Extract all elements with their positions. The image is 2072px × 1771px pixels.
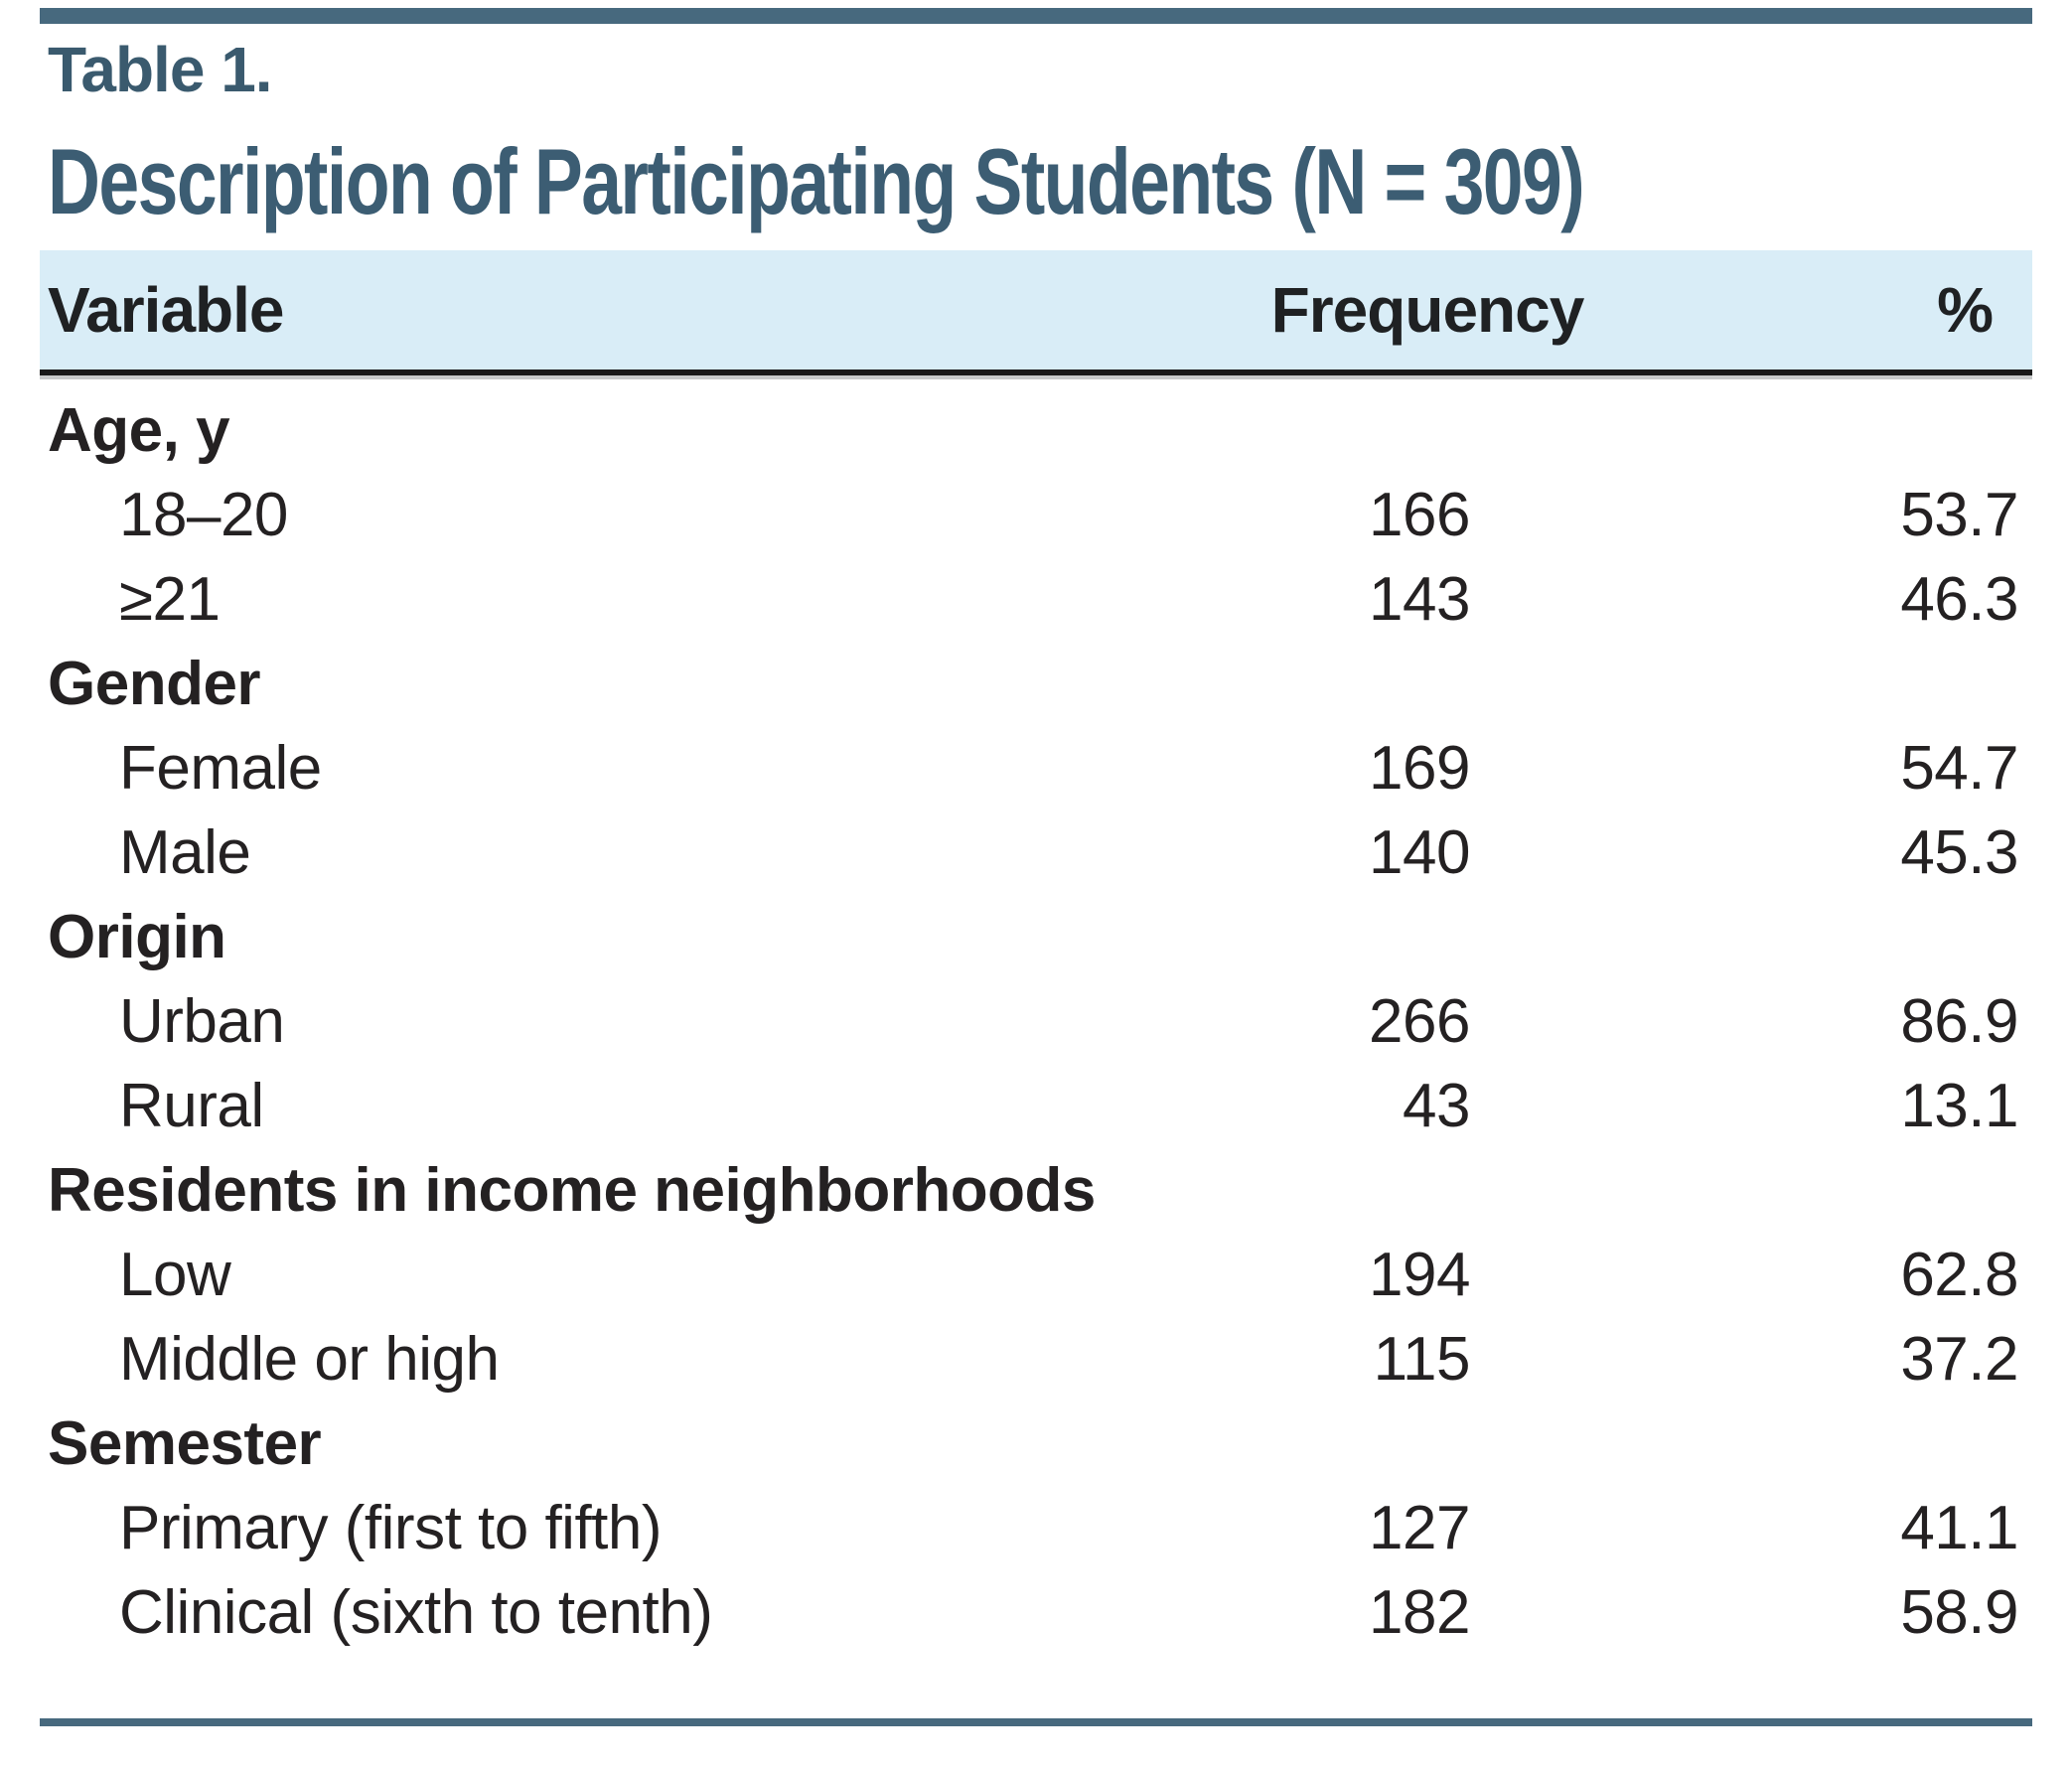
table-title: Description of Participating Students (N = 309) [48,129,1584,233]
table-row [40,1317,2032,1402]
header-rule-shadow [40,375,2032,379]
row-variable-label: Clinical (sixth to tenth) [119,1578,713,1647]
table-group-row [40,1148,2032,1233]
row-variable-label: Female [119,734,322,803]
row-percent-value: 62.8 [1900,1241,2018,1309]
row-variable-label: Age, y [48,396,230,465]
row-percent-value: 45.3 [1900,818,2018,887]
top-accent-rule [40,8,2032,24]
row-percent-value: 58.9 [1900,1578,2018,1647]
row-frequency-value: 194 [1369,1241,1470,1309]
row-variable-label: Primary (first to fifth) [119,1494,663,1562]
row-percent-value: 37.2 [1900,1325,2018,1394]
row-variable-label: ≥21 [119,565,221,634]
table-row [40,473,2032,557]
row-variable-label: Rural [119,1072,264,1140]
row-percent-value: 41.1 [1900,1494,2018,1562]
row-frequency-value: 166 [1369,481,1470,549]
table-row [40,1570,2032,1655]
table-row [40,811,2032,895]
table-body [40,388,2032,1655]
table-row [40,1233,2032,1317]
row-frequency-value: 127 [1369,1494,1470,1562]
column-header-frequency: Frequency [1270,274,1584,346]
table-row [40,557,2032,642]
table-row [40,1064,2032,1148]
table-group-row [40,895,2032,979]
table-row [40,726,2032,811]
row-frequency-value: 43 [1403,1072,1470,1140]
row-variable-label: Semester [48,1409,322,1478]
row-frequency-value: 115 [1373,1325,1470,1394]
table-group-row [40,388,2032,473]
table-header-row [40,250,2032,369]
row-percent-value: 86.9 [1900,987,2018,1056]
table-row [40,979,2032,1064]
row-variable-label: Gender [48,650,261,718]
row-percent-value: 13.1 [1900,1072,2018,1140]
row-variable-label: 18–20 [119,481,288,549]
row-percent-value: 53.7 [1900,481,2018,549]
row-variable-label: Middle or high [119,1325,500,1394]
row-frequency-value: 266 [1369,987,1470,1056]
row-variable-label: Urban [119,987,285,1056]
table-row [40,1486,2032,1570]
row-frequency-value: 143 [1369,565,1470,634]
row-frequency-value: 182 [1369,1578,1470,1647]
row-frequency-value: 140 [1369,818,1470,887]
row-percent-value: 54.7 [1900,734,2018,803]
bottom-accent-rule [40,1718,2032,1726]
column-header-percent: % [1937,274,1993,346]
column-header-variable: Variable [48,274,284,346]
table-group-row [40,642,2032,726]
table-group-row [40,1402,2032,1486]
row-frequency-value: 169 [1369,734,1470,803]
row-variable-label: Origin [48,903,226,971]
row-variable-label: Residents in income neighborhoods [48,1156,1096,1225]
row-variable-label: Low [119,1241,231,1309]
row-variable-label: Male [119,818,251,887]
row-percent-value: 46.3 [1900,565,2018,634]
table-number-label: Table 1. [48,34,272,105]
